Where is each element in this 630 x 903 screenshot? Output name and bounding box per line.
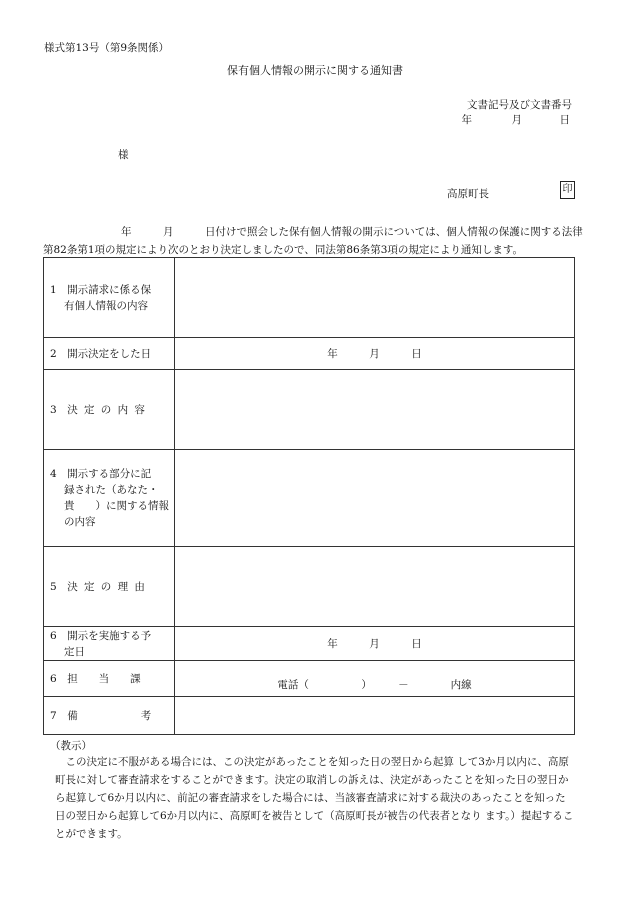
label-line: の内容 [64,516,96,528]
table-row [44,661,575,697]
row-label [44,258,175,338]
notification-details-table [43,257,575,735]
table-row [44,450,575,547]
table-row [44,338,575,370]
row-value [175,697,575,735]
row-label [44,547,175,627]
row-number: 4 [50,468,57,480]
row-label [44,661,175,697]
row-label [44,370,175,450]
table-row [44,547,575,627]
row-number: 1 [50,283,57,296]
row-value [175,258,575,338]
row-number: 5 [50,580,57,593]
row-value: 年 月 日 [175,627,575,661]
table-row [44,370,575,450]
table-row [44,697,575,735]
notice-body: この決定に不服がある場合には、この決定があったことを知った日の翌日から起算 して3か月以内に、高原町長に対して審査請求をすることができます。決定の取消しの訴えは、決定があったことを知った日の翌日から起算して6か月以内に、前記の審査請求をした場合には、当該審査請求に対する裁決のあったことを知った日の翌日から起算して6か月以内に、高原町を被告として（高原町長が被告の代表者となり ます。）提起することができます。 [55,756,574,840]
issue-date [462,112,571,127]
label-line: 開示決定をした日 [67,347,152,360]
label-line: 貴 ）に関する情報 [64,500,169,512]
intro-line-2: 第82条第1項の規定により次のとおり決定しましたので、同法第86条第3項の規定により通知します。 [43,244,524,256]
row-label [44,450,175,547]
row-label [44,338,175,370]
row-number: 6 [50,629,57,642]
row-number: 2 [50,347,57,360]
row-value [175,547,575,627]
document-reference-number: 文書記号及び文書番号 [467,99,572,111]
table-row [44,627,575,661]
label-line: 録された（あなた・ [64,484,159,496]
row-value [175,450,575,547]
label-line: 開示請求に係る保 [67,283,152,296]
label-line: 開示を実施する予 [67,629,152,642]
row-value: 年 月 日 [175,338,575,370]
intro-paragraph [43,223,588,259]
label-line: 有個人情報の内容 [64,299,148,312]
issuer-name: 高原町長 [447,188,489,200]
label-line: 定日 [64,645,85,658]
seal-mark: 印 [560,181,575,199]
addressee-suffix: 様 [118,149,129,161]
row-value: 電話（ ） － 内線 [175,661,575,697]
notice-heading: （教示） [50,740,92,752]
form-number: 様式第13号（第9条関係） [44,42,170,54]
label-line: 備 考 [67,709,152,722]
date-month: 月 [511,114,522,126]
label-line: 決定の理由 [67,580,152,593]
table-row [44,258,575,338]
row-value [175,370,575,450]
row-number: 7 [50,709,57,722]
row-number: 6 [50,672,57,685]
label-line: 開示する部分に記 [67,468,152,480]
date-day: 日 [559,114,570,126]
label-line: 決定の内容 [67,403,152,416]
row-number: 3 [50,403,57,416]
row-label [44,627,175,661]
intro-line-1: 年 月 日付けで照会した保有個人情報の開示については、個人情報の保護に関する法律 [121,226,583,238]
document-title: 保有個人情報の開示に関する通知書 [227,64,403,77]
row-label [44,697,175,735]
date-year: 年 [461,114,472,126]
label-line: 担 当 課 [67,672,141,685]
